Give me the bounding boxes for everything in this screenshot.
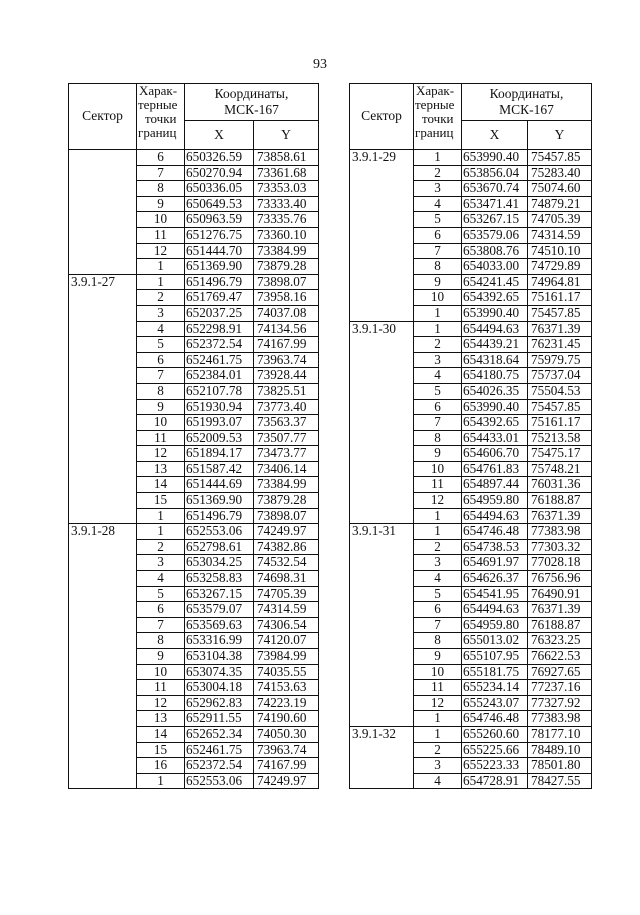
x-coordinate-cell: 652372.54 [185, 758, 254, 774]
point-number-cell: 5 [137, 337, 185, 353]
x-coordinate-cell: 650963.59 [185, 212, 254, 228]
x-coordinate-cell: 652037.25 [185, 305, 254, 321]
point-number-cell: 14 [137, 477, 185, 493]
point-number-cell: 1 [137, 773, 185, 789]
boundary-points-header-line: Харак- [139, 83, 178, 98]
y-coordinate-cell: 73473.77 [254, 446, 319, 462]
point-number-cell: 11 [414, 477, 462, 493]
table-row [350, 726, 592, 742]
boundary-points-header-line: Харак- [416, 83, 455, 98]
x-coordinate-cell: 655223.33 [462, 758, 528, 774]
point-number-cell: 10 [137, 415, 185, 431]
y-coordinate-cell: 74249.97 [254, 773, 319, 789]
point-number-cell: 5 [137, 586, 185, 602]
x-coordinate-cell: 653258.83 [185, 571, 254, 587]
sector-cell: 3.9.1-30 [350, 321, 414, 524]
y-coordinate-cell: 74705.39 [528, 212, 592, 228]
x-coordinate-cell: 651769.47 [185, 290, 254, 306]
x-coordinate-cell: 653074.35 [185, 664, 254, 680]
y-coordinate-cell: 73958.16 [254, 290, 319, 306]
y-coordinate-cell: 73928.44 [254, 368, 319, 384]
x-coordinate-cell: 655181.75 [462, 664, 528, 680]
y-coordinate-cell: 73825.51 [254, 383, 319, 399]
point-number-cell: 14 [137, 726, 185, 742]
point-number-cell: 6 [137, 150, 185, 166]
y-coordinate-cell: 77303.32 [528, 539, 592, 555]
point-number-cell: 8 [137, 383, 185, 399]
y-coordinate-cell: 74306.54 [254, 617, 319, 633]
point-number-cell: 2 [414, 539, 462, 555]
x-coordinate-cell: 652107.78 [185, 383, 254, 399]
table-header [350, 84, 592, 150]
table-row [350, 524, 592, 540]
x-coordinate-cell: 652298.91 [185, 321, 254, 337]
point-number-cell: 15 [137, 493, 185, 509]
x-coordinate-cell: 651496.79 [185, 508, 254, 524]
x-coordinate-cell: 652372.54 [185, 337, 254, 353]
y-coordinate-cell: 73963.74 [254, 352, 319, 368]
y-coordinate-cell: 73984.99 [254, 649, 319, 665]
y-coordinate-cell: 76188.87 [528, 493, 592, 509]
y-coordinate-cell: 78501.80 [528, 758, 592, 774]
x-coordinate-cell: 653856.04 [462, 165, 528, 181]
x-coordinate-cell: 653990.40 [462, 150, 528, 166]
coordinates-table-left [68, 83, 319, 789]
point-number-cell: 7 [414, 617, 462, 633]
x-coordinate-cell: 653670.74 [462, 181, 528, 197]
coordinates-table-right [349, 83, 592, 789]
x-coordinate-cell: 655260.60 [462, 726, 528, 742]
y-coordinate-cell: 78489.10 [528, 742, 592, 758]
point-number-cell: 10 [137, 212, 185, 228]
x-coordinate-cell: 652461.75 [185, 742, 254, 758]
x-coordinate-cell: 654738.53 [462, 539, 528, 555]
y-coordinate-cell: 76231.45 [528, 337, 592, 353]
coordinates-column-header [185, 84, 319, 121]
y-coordinate-cell: 75457.85 [528, 150, 592, 166]
point-number-cell: 8 [414, 259, 462, 275]
y-coordinate-cell: 74382.86 [254, 539, 319, 555]
y-coordinate-cell: 75748.21 [528, 461, 592, 477]
point-number-cell: 11 [137, 227, 185, 243]
y-coordinate-cell: 75161.17 [528, 415, 592, 431]
y-coordinate-cell: 74134.56 [254, 321, 319, 337]
point-number-cell: 1 [414, 524, 462, 540]
y-coordinate-cell: 74167.99 [254, 758, 319, 774]
table-row [69, 524, 319, 540]
y-coordinate-cell: 73898.07 [254, 508, 319, 524]
x-coordinate-cell: 654691.97 [462, 555, 528, 571]
point-number-cell: 6 [414, 399, 462, 415]
point-number-cell: 5 [414, 383, 462, 399]
x-coordinate-cell: 653990.40 [462, 399, 528, 415]
sector-column-header: Сектор [350, 84, 414, 150]
y-coordinate-cell: 75504.53 [528, 383, 592, 399]
coordinate-system-label: МСК-167 [224, 102, 279, 117]
x-coordinate-cell: 652652.34 [185, 726, 254, 742]
table-body [350, 150, 592, 789]
y-coordinate-cell: 74035.55 [254, 664, 319, 680]
y-coordinate-cell: 74729.89 [528, 259, 592, 275]
point-number-cell: 3 [414, 181, 462, 197]
table-row [69, 274, 319, 290]
x-coordinate-cell: 651369.90 [185, 493, 254, 509]
boundary-points-header-line: терные [415, 97, 455, 112]
y-coordinate-cell: 76371.39 [528, 602, 592, 618]
x-coordinate-cell: 654746.48 [462, 524, 528, 540]
x-coordinate-cell: 653104.38 [185, 649, 254, 665]
x-coordinate-cell: 654897.44 [462, 477, 528, 493]
y-coordinate-cell: 78177.10 [528, 726, 592, 742]
x-coordinate-cell: 653471.41 [462, 196, 528, 212]
point-number-cell: 3 [414, 352, 462, 368]
sector-cell: 3.9.1-31 [350, 524, 414, 727]
y-coordinate-cell: 76622.53 [528, 649, 592, 665]
boundary-points-header-line: точки [145, 111, 177, 126]
y-coordinate-cell: 77327.92 [528, 695, 592, 711]
x-coordinate-cell: 654180.75 [462, 368, 528, 384]
x-coordinate-cell: 654728.91 [462, 773, 528, 789]
x-coordinate-cell: 654626.37 [462, 571, 528, 587]
x-coordinate-cell: 652461.75 [185, 352, 254, 368]
x-coordinate-cell: 651496.79 [185, 274, 254, 290]
y-coordinate-cell: 73563.37 [254, 415, 319, 431]
coordinates-column-header [462, 84, 592, 121]
point-number-cell: 8 [414, 430, 462, 446]
point-number-cell: 9 [137, 196, 185, 212]
y-coordinate-cell: 73384.99 [254, 243, 319, 259]
y-coordinate-cell: 73773.40 [254, 399, 319, 415]
x-coordinate-cell: 653808.76 [462, 243, 528, 259]
y-coordinate-cell: 77028.18 [528, 555, 592, 571]
y-coordinate-cell: 75737.04 [528, 368, 592, 384]
point-number-cell: 7 [414, 243, 462, 259]
point-number-cell: 8 [414, 633, 462, 649]
sector-cell: 3.9.1-28 [69, 524, 137, 789]
x-coordinate-cell: 653034.25 [185, 555, 254, 571]
table-header [69, 84, 319, 150]
y-coordinate-cell: 73333.40 [254, 196, 319, 212]
point-number-cell: 5 [414, 212, 462, 228]
point-number-cell: 10 [414, 290, 462, 306]
y-coordinate-cell: 76031.36 [528, 477, 592, 493]
point-number-cell: 7 [137, 165, 185, 181]
y-coordinate-cell: 73898.07 [254, 274, 319, 290]
point-number-cell: 1 [137, 259, 185, 275]
y-coordinate-cell: 73963.74 [254, 742, 319, 758]
y-coordinate-cell: 73406.14 [254, 461, 319, 477]
point-number-cell: 2 [137, 539, 185, 555]
point-number-cell: 12 [414, 493, 462, 509]
table-body [69, 150, 319, 789]
boundary-points-column-header [414, 84, 462, 150]
point-number-cell: 10 [414, 461, 462, 477]
x-coordinate-cell: 654959.80 [462, 493, 528, 509]
page-number: 93 [313, 57, 327, 72]
point-number-cell: 10 [414, 664, 462, 680]
x-coordinate-cell: 655243.07 [462, 695, 528, 711]
x-coordinate-cell: 653004.18 [185, 680, 254, 696]
x-coordinate-cell: 655107.95 [462, 649, 528, 665]
x-coordinate-cell: 653579.06 [462, 227, 528, 243]
y-coordinate-cell: 75457.85 [528, 305, 592, 321]
point-number-cell: 9 [414, 274, 462, 290]
y-coordinate-cell: 73335.76 [254, 212, 319, 228]
point-number-cell: 4 [414, 196, 462, 212]
point-number-cell: 13 [137, 461, 185, 477]
x-coordinate-cell: 651930.94 [185, 399, 254, 415]
point-number-cell: 3 [414, 555, 462, 571]
y-coordinate-cell: 77383.98 [528, 711, 592, 727]
point-number-cell: 7 [137, 617, 185, 633]
x-coordinate-cell: 650270.94 [185, 165, 254, 181]
y-coordinate-cell: 78427.55 [528, 773, 592, 789]
x-coordinate-cell: 654241.45 [462, 274, 528, 290]
y-coordinate-cell: 76371.39 [528, 321, 592, 337]
point-number-cell: 1 [137, 508, 185, 524]
x-coordinate-cell: 655013.02 [462, 633, 528, 649]
y-coordinate-cell: 74510.10 [528, 243, 592, 259]
sector-cell: 3.9.1-32 [350, 726, 414, 788]
x-coordinate-cell: 654541.95 [462, 586, 528, 602]
point-number-cell: 6 [414, 602, 462, 618]
table-row [69, 150, 319, 166]
x-coordinate-cell: 653990.40 [462, 305, 528, 321]
y-coordinate-cell: 73858.61 [254, 150, 319, 166]
x-coordinate-cell: 651894.17 [185, 446, 254, 462]
boundary-points-header-line: границ [138, 125, 177, 140]
y-coordinate-cell: 74964.81 [528, 274, 592, 290]
coordinates-header-line: Координаты, [214, 86, 289, 101]
point-number-cell: 11 [137, 430, 185, 446]
y-coordinate-cell: 75457.85 [528, 399, 592, 415]
x-coordinate-cell: 654606.70 [462, 446, 528, 462]
x-coordinate-cell: 655234.14 [462, 680, 528, 696]
y-coordinate-cell: 77237.16 [528, 680, 592, 696]
y-coordinate-cell: 75283.40 [528, 165, 592, 181]
sector-cell: 3.9.1-27 [69, 274, 137, 524]
point-number-cell: 4 [414, 773, 462, 789]
y-coordinate-cell: 74153.63 [254, 680, 319, 696]
point-number-cell: 8 [137, 633, 185, 649]
point-number-cell: 1 [414, 508, 462, 524]
point-number-cell: 16 [137, 758, 185, 774]
point-number-cell: 2 [414, 742, 462, 758]
y-coordinate-cell: 73879.28 [254, 493, 319, 509]
point-number-cell: 6 [414, 227, 462, 243]
point-number-cell: 1 [414, 726, 462, 742]
y-coordinate-cell: 74705.39 [254, 586, 319, 602]
point-number-cell: 1 [414, 711, 462, 727]
x-coordinate-cell: 652911.55 [185, 711, 254, 727]
x-coordinate-cell: 651369.90 [185, 259, 254, 275]
x-coordinate-cell: 653569.63 [185, 617, 254, 633]
boundary-points-header-line: границ [415, 125, 454, 140]
point-number-cell: 1 [137, 274, 185, 290]
y-coordinate-cell: 76927.65 [528, 664, 592, 680]
point-number-cell: 9 [414, 446, 462, 462]
x-coordinate-cell: 650326.59 [185, 150, 254, 166]
x-coordinate-cell: 652009.53 [185, 430, 254, 446]
point-number-cell: 1 [414, 150, 462, 166]
x-coordinate-cell: 654392.65 [462, 415, 528, 431]
x-coordinate-cell: 654433.01 [462, 430, 528, 446]
point-number-cell: 7 [137, 368, 185, 384]
point-number-cell: 1 [414, 305, 462, 321]
y-coordinate-cell: 75161.17 [528, 290, 592, 306]
point-number-cell: 2 [414, 337, 462, 353]
x-coordinate-cell: 654026.35 [462, 383, 528, 399]
point-number-cell: 4 [137, 571, 185, 587]
point-number-cell: 1 [137, 524, 185, 540]
point-number-cell: 9 [414, 649, 462, 665]
y-coordinate-cell: 75979.75 [528, 352, 592, 368]
point-number-cell: 1 [414, 321, 462, 337]
x-coordinate-cell: 654439.21 [462, 337, 528, 353]
x-coordinate-cell: 653267.15 [185, 586, 254, 602]
point-number-cell: 13 [137, 711, 185, 727]
point-number-cell: 7 [414, 415, 462, 431]
y-coordinate-cell: 73879.28 [254, 259, 319, 275]
x-coordinate-cell: 654959.80 [462, 617, 528, 633]
boundary-points-header-line: терные [138, 97, 178, 112]
y-coordinate-cell: 73361.68 [254, 165, 319, 181]
point-number-cell: 4 [137, 321, 185, 337]
point-number-cell: 6 [137, 352, 185, 368]
point-number-cell: 12 [137, 243, 185, 259]
x-coordinate-cell: 650649.53 [185, 196, 254, 212]
y-coordinate-cell: 74037.08 [254, 305, 319, 321]
y-coordinate-cell: 75213.58 [528, 430, 592, 446]
table-row [350, 150, 592, 166]
y-coordinate-cell: 75475.17 [528, 446, 592, 462]
y-coordinate-cell: 77383.98 [528, 524, 592, 540]
x-coordinate-cell: 652553.06 [185, 773, 254, 789]
x-coordinate-cell: 653579.07 [185, 602, 254, 618]
point-number-cell: 11 [414, 680, 462, 696]
point-number-cell: 12 [137, 446, 185, 462]
y-coordinate-cell: 74879.21 [528, 196, 592, 212]
point-number-cell: 6 [137, 602, 185, 618]
point-number-cell: 5 [414, 586, 462, 602]
point-number-cell: 10 [137, 664, 185, 680]
y-coordinate-cell: 74050.30 [254, 726, 319, 742]
y-column-header: Y [254, 121, 319, 150]
x-coordinate-cell: 654494.63 [462, 602, 528, 618]
point-number-cell: 9 [137, 399, 185, 415]
y-coordinate-cell: 74314.59 [528, 227, 592, 243]
y-coordinate-cell: 74120.07 [254, 633, 319, 649]
x-coordinate-cell: 654494.63 [462, 321, 528, 337]
point-number-cell: 4 [414, 368, 462, 384]
sector-cell: 3.9.1-29 [350, 150, 414, 322]
point-number-cell: 12 [414, 695, 462, 711]
point-number-cell: 8 [137, 181, 185, 197]
point-number-cell: 15 [137, 742, 185, 758]
point-number-cell: 12 [137, 695, 185, 711]
coordinates-header-line: Координаты, [489, 86, 564, 101]
x-coordinate-cell: 652798.61 [185, 539, 254, 555]
point-number-cell: 4 [414, 571, 462, 587]
x-coordinate-cell: 651276.75 [185, 227, 254, 243]
x-coordinate-cell: 652962.83 [185, 695, 254, 711]
y-coordinate-cell: 74223.19 [254, 695, 319, 711]
point-number-cell: 3 [137, 555, 185, 571]
boundary-points-column-header [137, 84, 185, 150]
x-coordinate-cell: 652384.01 [185, 368, 254, 384]
x-coordinate-cell: 655225.66 [462, 742, 528, 758]
x-coordinate-cell: 651444.69 [185, 477, 254, 493]
point-number-cell: 3 [137, 305, 185, 321]
y-coordinate-cell: 76188.87 [528, 617, 592, 633]
point-number-cell: 9 [137, 649, 185, 665]
x-coordinate-cell: 651993.07 [185, 415, 254, 431]
point-number-cell: 11 [137, 680, 185, 696]
y-coordinate-cell: 75074.60 [528, 181, 592, 197]
boundary-points-header-line: точки [422, 111, 454, 126]
x-coordinate-cell: 654033.00 [462, 259, 528, 275]
y-coordinate-cell: 73507.77 [254, 430, 319, 446]
y-coordinate-cell: 76490.91 [528, 586, 592, 602]
x-column-header: X [462, 121, 528, 150]
x-coordinate-cell: 651444.70 [185, 243, 254, 259]
y-coordinate-cell: 76371.39 [528, 508, 592, 524]
x-coordinate-cell: 650336.05 [185, 181, 254, 197]
table-row [350, 321, 592, 337]
y-coordinate-cell: 74167.99 [254, 337, 319, 353]
y-coordinate-cell: 73360.10 [254, 227, 319, 243]
coordinate-system-label: МСК-167 [499, 102, 554, 117]
x-coordinate-cell: 653316.99 [185, 633, 254, 649]
y-coordinate-cell: 74314.59 [254, 602, 319, 618]
x-coordinate-cell: 654392.65 [462, 290, 528, 306]
x-coordinate-cell: 654761.83 [462, 461, 528, 477]
x-coordinate-cell: 651587.42 [185, 461, 254, 477]
x-coordinate-cell: 654746.48 [462, 711, 528, 727]
x-coordinate-cell: 653267.15 [462, 212, 528, 228]
y-column-header: Y [528, 121, 592, 150]
x-column-header: X [185, 121, 254, 150]
point-number-cell: 2 [137, 290, 185, 306]
y-coordinate-cell: 74698.31 [254, 571, 319, 587]
x-coordinate-cell: 654494.63 [462, 508, 528, 524]
point-number-cell: 2 [414, 165, 462, 181]
y-coordinate-cell: 76323.25 [528, 633, 592, 649]
y-coordinate-cell: 74190.60 [254, 711, 319, 727]
x-coordinate-cell: 652553.06 [185, 524, 254, 540]
point-number-cell: 3 [414, 758, 462, 774]
sector-cell [69, 150, 137, 275]
x-coordinate-cell: 654318.64 [462, 352, 528, 368]
sector-column-header: Сектор [69, 84, 137, 150]
y-coordinate-cell: 73384.99 [254, 477, 319, 493]
y-coordinate-cell: 76756.96 [528, 571, 592, 587]
y-coordinate-cell: 73353.03 [254, 181, 319, 197]
y-coordinate-cell: 74249.97 [254, 524, 319, 540]
y-coordinate-cell: 74532.54 [254, 555, 319, 571]
